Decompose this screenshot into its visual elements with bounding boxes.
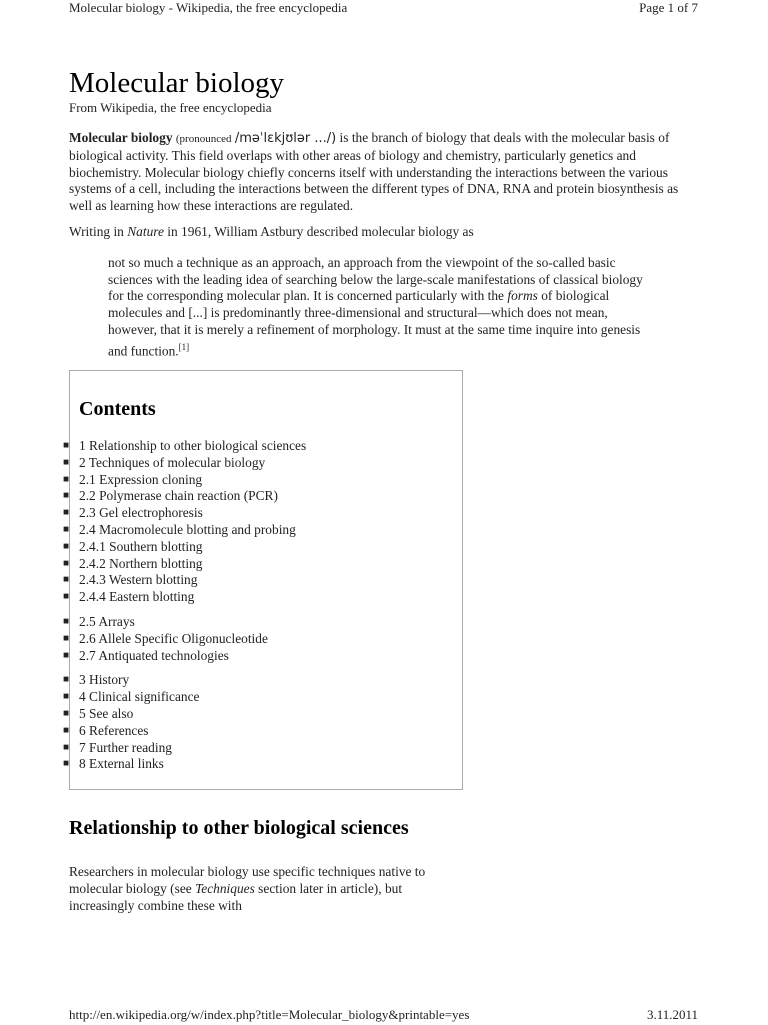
table-of-contents — [69, 370, 463, 790]
toc-item[interactable]: ■ 2.7 Antiquated technologies — [79, 648, 462, 665]
footer-date: 3.11.2011 — [646, 1007, 698, 1022]
toc-item[interactable] — [79, 522, 462, 606]
toc-item[interactable]: ■ 5 See also — [79, 706, 462, 723]
section-paragraph — [69, 864, 429, 914]
toc-item[interactable] — [79, 455, 462, 665]
page-title: Molecular biology — [69, 67, 285, 99]
intro-text: is the branch of biology that deals with the molecular basis of biological activity. This field overlaps with other areas of biology and chemistry, particularly genetics and biochemistry. Molecular biology chiefly concerns itself with understanding the interactions between the various systems of a cell, including the interactions between the different types of DNA, RNA and protein biosynthesis as well as learning how these interactions are regulated. — [69, 130, 679, 214]
toc-item-label[interactable]: 2.4 Macromolecule blotting and probing — [79, 522, 296, 538]
toc-item[interactable]: ■ 2.4.3 Western blotting — [79, 572, 462, 589]
section-text-post: section later in article), but increasingly combine these with — [69, 880, 403, 913]
toc-item[interactable]: ■ 2.1 Expression cloning — [79, 472, 462, 489]
ipa-pronunciation[interactable]: /məˈlɛkjʊlər .../) — [234, 131, 337, 146]
toc-item[interactable]: ■ 2.3 Gel electrophoresis — [79, 505, 462, 522]
toc-item[interactable]: ■ 3 History — [79, 672, 462, 689]
intro-paragraph — [69, 130, 699, 215]
section-heading: Relationship to other biological sciences — [69, 817, 409, 840]
techniques-link[interactable]: Techniques — [195, 880, 255, 896]
writing-pre: Writing in — [69, 223, 128, 239]
quote-part1: not so much a technique as an approach, an approach from the viewpoint of the so-called basic sciences with the leading idea of searching below the large-scale manifestations of classical biology for the corresponding molecular plan. It is concerned particularly with the — [108, 254, 643, 304]
quote-italic: forms — [507, 288, 538, 304]
writing-post: in 1961, William Astbury described molecular biology as — [163, 223, 474, 239]
writing-paragraph — [69, 224, 699, 241]
header-page-number: Page 1 of 7 — [639, 0, 698, 15]
toc-item[interactable]: ■ 7 Further reading — [79, 740, 462, 757]
toc-item[interactable]: ■ 2.6 Allele Specific Oligonucleotide — [79, 631, 462, 648]
section-text-pre: Researchers in molecular biology use specific techniques native to molecular biology (see — [69, 864, 426, 896]
toc-item[interactable]: ■ 2.5 Arrays — [79, 614, 462, 631]
toc-item[interactable]: ■ 4 Clinical significance — [79, 689, 462, 706]
pronounced-label: (pronounced — [175, 133, 232, 145]
intro-bold-term: Molecular biology — [69, 130, 173, 145]
print-footer — [69, 1007, 698, 1025]
toc-item[interactable]: ■ 2.4.4 Eastern blotting — [79, 589, 462, 606]
page-subtitle: From Wikipedia, the free encyclopedia — [69, 100, 272, 115]
toc-sublist — [79, 539, 462, 606]
toc-item[interactable]: ■ 2.4.2 Northern blotting — [79, 556, 462, 573]
reference-link[interactable]: [1] — [178, 341, 190, 352]
astbury-quote — [108, 255, 653, 360]
nature-link[interactable]: Nature — [127, 223, 164, 239]
toc-item[interactable]: ■ 6 References — [79, 723, 462, 740]
toc-sublist — [79, 472, 462, 665]
toc-item-label[interactable]: 2 Techniques of molecular biology — [79, 454, 266, 470]
toc-item[interactable]: ■ 8 External links — [79, 756, 462, 773]
toc-item[interactable]: ■ 1 Relationship to other biological sciences — [79, 438, 462, 455]
print-header — [69, 0, 698, 20]
footer-url: http://en.wikipedia.org/w/index.php?title=Molecular_biology&printable=yes — [69, 1007, 470, 1022]
header-page-title: Molecular biology - Wikipedia, the free encyclopedia — [69, 0, 348, 15]
toc-title: Contents — [79, 398, 156, 421]
toc-item[interactable]: ■ 2.4.1 Southern blotting — [79, 539, 462, 556]
quote-part2: of biological molecules and [...] is predominantly three-dimensional and structural—which does not mean, however, that it is merely a refinement of morphology. It must at the same time inquire into genesis and function. — [108, 288, 641, 359]
toc-list — [79, 438, 462, 773]
article-body — [69, 62, 699, 923]
toc-item[interactable]: ■ 2.2 Polymerase chain reaction (PCR) — [79, 488, 462, 505]
